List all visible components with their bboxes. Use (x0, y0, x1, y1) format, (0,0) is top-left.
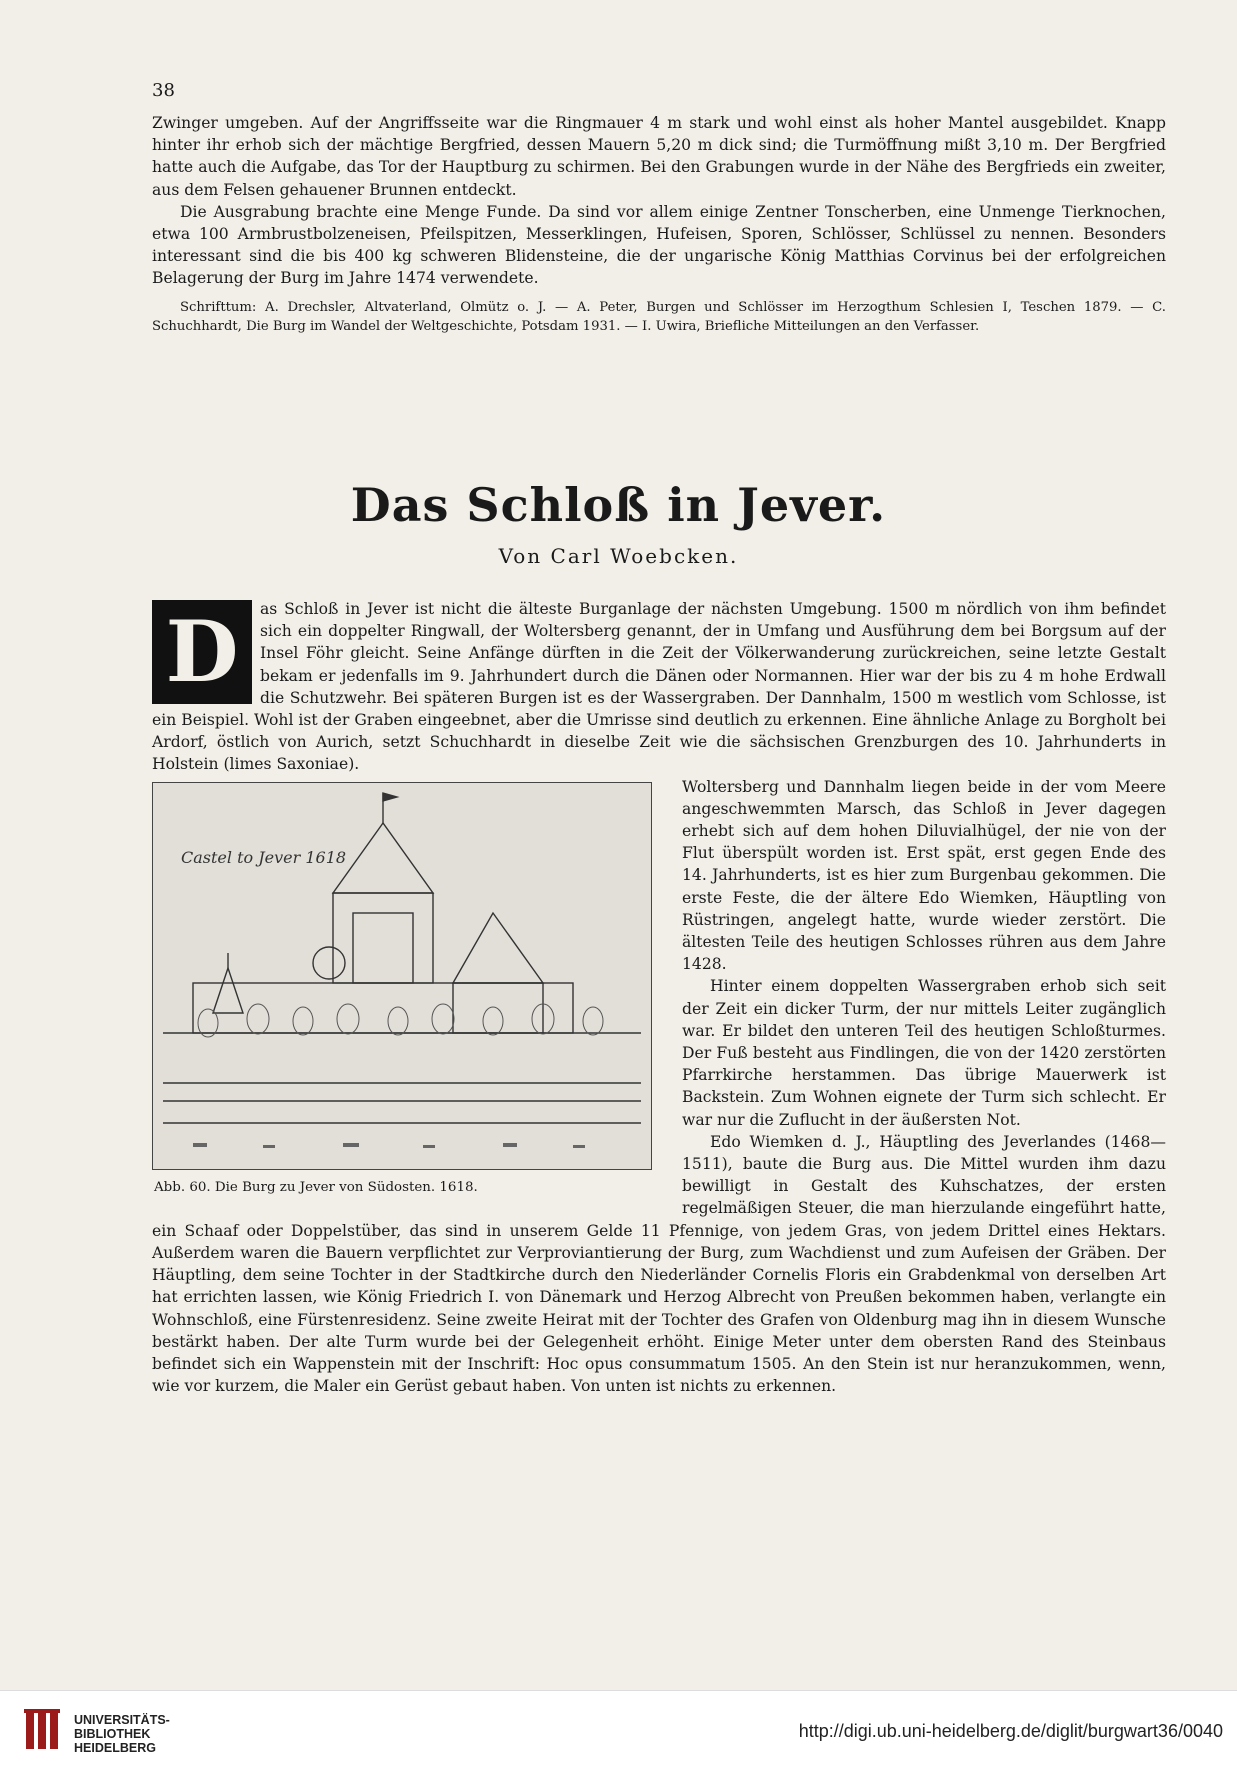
library-name-line-2: BIBLIOTHEK (74, 1727, 151, 1741)
article-paragraph-4: Edo Wiemken d. J., Häuptling des Jeverlandes (1468—1511), baute die Burg aus. Die Mittel wurden ihm dazu bewilligt in Gestalt des Kuhschatzes, der ersten regelmäßigen Steuer, die man hierzulande eingeführt hatte, ein Schaaf oder Doppelstüber, das sind in unserem Gelde 11 Pfennige, von jedem Gras, von jedem Drittel eines Hektars. Außerdem waren die Bauern verpflichtet zur Verproviantierung der Burg, zum Wachdienst und zum Aufeisen der Gräben. Der Häuptling, dem seine Tochter in der Stadtkirche durch den Niederländer Cornelis Floris ein Grabdenkmal von derselben Art hat errichten lassen, wie König Friedrich I. von Dänemark und Herzog Albrecht von Preußen bekommen haben, verlangte ein Wohnschloß, eine Fürstenresidenz. Seine zweite Heirat mit der Tochter des Grafen von Oldenburg mag ihn in diesem Wunsche bestärkt haben. Der alte Turm wurde bei der Gelegenheit erhöht. Einige Meter unter dem obersten Rand des Steinbaus befindet sich ein Wappenstein mit der Inschrift: Hoc opus consummatum 1505. An den Stein ist nur heranzukommen, wenn, wie vor kurzem, die Maler ein Gerüst gebaut haben. Von unten ist nichts zu erkennen. (152, 1132, 1166, 1396)
dropcap-initial: D (152, 600, 252, 704)
article-paragraph-2: Woltersberg und Dannhalm liegen beide in der vom Meere angeschwemmten Marsch, das Schloß in Jever dagegen erhebt sich auf dem hohen Diluvialhügel, der nie von der Flut überspült worden ist. Erst spät, erst gegen Ende des 14. Jahrhunderts, ist es hier zum Burgenbau gekommen. Die erste Feste, die der ältere Edo Wiemken, Häuptling von Rüstringen, angelegt hatte, wurde wieder zerstört. Die ältesten Teile des heutigen Schlosses rühren aus dem Jahre 1428. (682, 777, 1166, 974)
page-number: 38 (152, 80, 175, 101)
bibliography: Schrifttum: A. Drechsler, Altvaterland, Olmütz o. J. — A. Peter, Burgen und Schlösser im Herzogthum Schlesien I, Teschen 1879. — C. Schuchhardt, Die Burg im Wandel der Weltgeschichte, Potsdam 1931. — I. Uwira, Briefliche Mitteilungen an den Verfasser. (152, 299, 1166, 334)
prev-paragraph-2: Die Ausgrabung brachte eine Menge Funde. Da sind vor allem einige Zentner Tonscherben, eine Unmenge Tierknochen, etwa 100 Armbrustbolzeneisen, Pfeilspitzen, Messerklingen, Hufeisen, Sporen, Schlösser, Schlüssel zu nennen. Besonders interessant sind die bis 400 kg schweren Blidensteine, die der ungarische König Matthias Corvinus bei der erfolgreichen Belagerung der Burg im Jahre 1474 verwendete. (152, 202, 1166, 288)
library-name-line-3: HEIDELBERG (74, 1741, 156, 1755)
castle-sketch-icon (153, 783, 651, 1169)
permalink-url[interactable]: http://digi.ub.uni-heidelberg.de/diglit/burgwart36/0040 (798, 1721, 1223, 1741)
article-paragraph-1 (152, 598, 1166, 776)
library-name (74, 1713, 170, 1755)
paragraph-1-text: as Schloß in Jever ist nicht die älteste Burganlage der nächsten Umgebung. 1500 m nördlich von ihm befindet sich ein doppelter Ringwall, der Woltersberg genannt, der in Umfang und Ausführung dem bei Borgsum auf der Insel Föhr gleicht. Seine Anfänge dürften in die Zeit der Völkerwanderung zurückreichen, seine letzte Gestalt bekam er jedenfalls im 9. Jahrhundert durch die Dänen oder Normannen. Hier war der bis zu 4 m hohe Erdwall die Schutzwehr. Bei späteren Burgen ist es der Wassergraben. Der Dannhalm, 1500 m westlich vom Schlosse, ist ein Beispiel. Wohl ist der Graben eingeebnet, aber die Umrisse sind deutlich zu erkennen. Eine ähnliche Anlage zu Borgholt bei Ardorf, östlich von Aurich, setzt Schuchhardt in dieselbe Zeit wie die sächsischen Grenzburgen des 10. Jahrhunderts in Holstein (limes Saxoniae). (152, 600, 1166, 774)
library-name-line-1: UNIVERSITÄTS- (74, 1713, 170, 1727)
figure-caption: Abb. 60. Die Burg zu Jever von Südosten. 1618. (154, 1179, 478, 1195)
castle-drawing (152, 782, 652, 1170)
article-body (152, 598, 1166, 1397)
university-library-logo-icon (24, 1709, 64, 1753)
figure-castle-engraving (152, 782, 652, 1195)
article-title: Das Schloß in Jever. (350, 478, 887, 532)
previous-article (152, 112, 1166, 336)
figure-inscription: Castel to Jever 1618 (181, 847, 347, 867)
article-paragraph-3: Hinter einem doppelten Wassergraben erhob sich seit der Zeit ein dicker Turm, der nur mittels Leiter zugänglich war. Er bildet den unteren Teil des heutigen Schloßturmes. Der Fuß besteht aus Findlingen, die von der 1420 zerstörten Pfarrkirche herstammen. Das übrige Mauerwerk ist Backstein. Zum Wohnen eignete der Turm sich schlecht. Er war nur die Zuflucht in der äußersten Not. (682, 977, 1166, 1129)
viewer-footer (0, 1690, 1237, 1772)
prev-paragraph-1: Zwinger umgeben. Auf der Angriffsseite war die Ringmauer 4 m stark und wohl einst als hoher Mantel ausgebildet. Knapp hinter ihr erhob sich der mächtige Bergfried, dessen Mauern 5,20 m dick sind; die Turmöffnung mißt 3,10 m. Der Bergfried hatte auch die Aufgabe, das Tor der Hauptburg zu schirmen. Bei den Grabungen wurde in der Nähe des Bergfrieds ein zweiter, aus dem Felsen gehauener Brunnen entdeckt. (152, 114, 1166, 199)
article-author: Von Carl Woebcken. (498, 544, 739, 568)
